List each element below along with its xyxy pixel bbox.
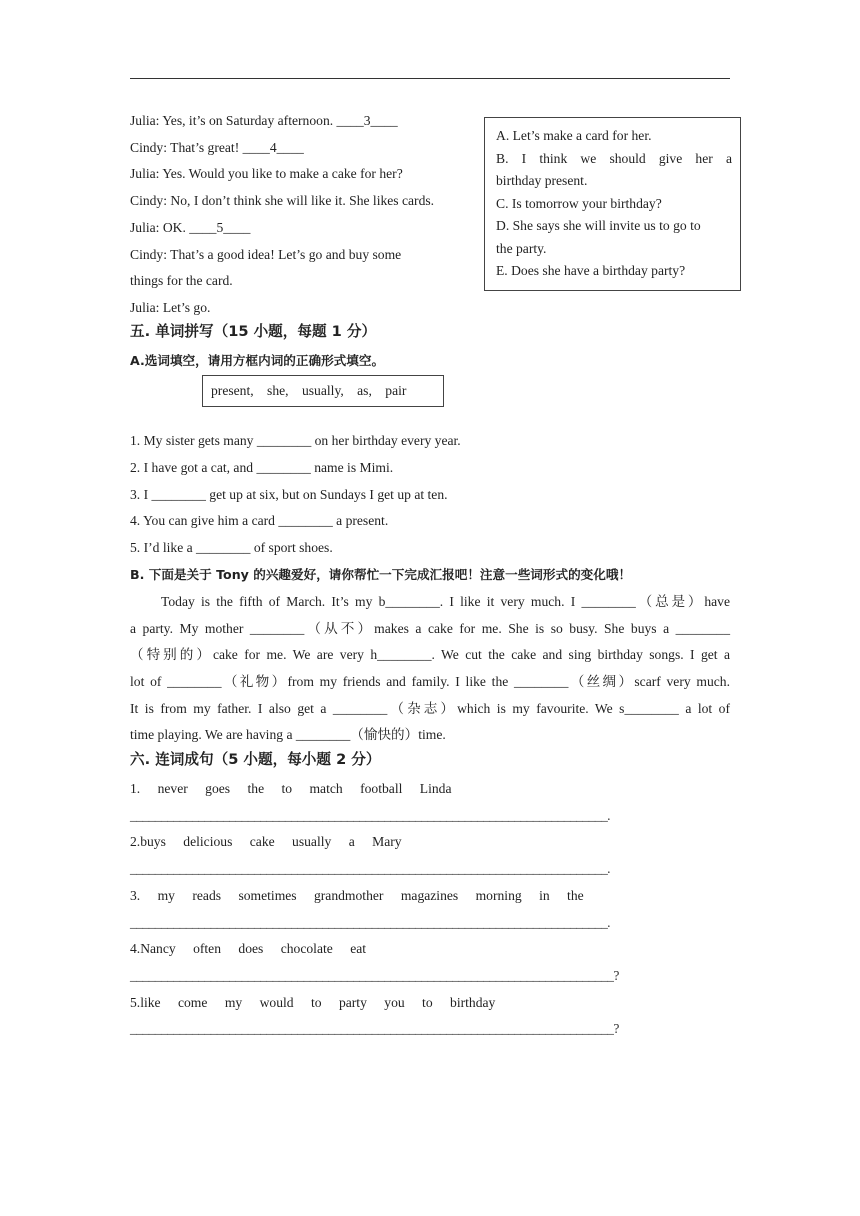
partB-line: It is from my father. I also get a ________（杂志）which is my favourite. We s________ a lot of xyxy=(130,701,730,716)
option-d: D. She says she will invite us to go to xyxy=(496,218,701,233)
dialogue-line: Julia: Yes, it’s on Saturday afternoon. ____3____ xyxy=(130,113,398,128)
answer-line[interactable]: _____________________________________________________________________________. xyxy=(130,808,610,823)
option-d-cont: the party. xyxy=(496,241,547,256)
dialogue-line: Julia: Let’s go. xyxy=(130,300,211,315)
answer-line[interactable]: ______________________________________________________________________________? xyxy=(130,968,619,983)
scrambled-words: 2.buys delicious cake usually a Mary xyxy=(130,834,402,849)
dialogue-line: Julia: Yes. Would you like to make a cake for her? xyxy=(130,166,403,181)
word-box: present, she, usually, as, pair xyxy=(202,375,444,407)
answer-line[interactable]: _____________________________________________________________________________. xyxy=(130,861,610,876)
options-box xyxy=(484,117,741,291)
dialogue-line: Cindy: That’s a good idea! Let’s go and buy some xyxy=(130,247,402,262)
scrambled-words: 1. never goes the to match football Linda xyxy=(130,781,452,796)
partB-line: lot of ________（礼物）from my friends and family. I like the ________（丝绸）scarf very much. xyxy=(130,674,730,689)
answer-line[interactable]: _____________________________________________________________________________. xyxy=(130,915,610,930)
dialogue-line: Cindy: That’s great! ____4____ xyxy=(130,140,304,155)
scrambled-words: 3. my reads sometimes grandmother magazines morning in the xyxy=(130,888,584,903)
option-a: A. Let’s make a card for her. xyxy=(496,128,652,143)
header-rule xyxy=(130,78,730,79)
partB-line: （特别的）cake for me. We are very h________. We cut the cake and sing birthday songs. I get a xyxy=(130,647,730,662)
dialogue-line: Julia: OK. ____5____ xyxy=(130,220,251,235)
partA-item: 5. I’d like a ________ of sport shoes. xyxy=(130,540,333,555)
section5-partA-title: A.选词填空，请用方框内词的正确形式填空。 xyxy=(130,353,385,368)
partB-line: time playing. We are having a ________（愉快的）time. xyxy=(130,727,446,742)
section5-partB-title: B. 下面是关于 Tony 的兴趣爱好，请你帮忙一下完成汇报吧！注意一些词形式的变化哦！ xyxy=(130,567,632,582)
dialogue-line: things for the card. xyxy=(130,273,233,288)
partA-item: 1. My sister gets many ________ on her birthday every year. xyxy=(130,433,461,448)
option-b-cont: birthday present. xyxy=(496,173,588,188)
answer-line[interactable]: ______________________________________________________________________________? xyxy=(130,1021,619,1036)
option-b: B. I think we should give her a xyxy=(496,151,732,166)
scrambled-words: 4.Nancy often does chocolate eat xyxy=(130,941,367,956)
option-e: E. Does she have a birthday party? xyxy=(496,263,686,278)
partB-line: a party. My mother ________（从不）makes a cake for me. She is so busy. She buys a ________ xyxy=(130,621,730,636)
partA-item: 4. You can give him a card ________ a present. xyxy=(130,513,389,528)
section6-title: 六. 连词成句（5 小题，每小题 2 分） xyxy=(130,751,381,768)
partA-item: 2. I have got a cat, and ________ name is Mimi. xyxy=(130,460,394,475)
dialogue-line: Cindy: No, I don’t think she will like it. She likes cards. xyxy=(130,193,435,208)
partA-item: 3. I ________ get up at six, but on Sundays I get up at ten. xyxy=(130,487,448,502)
scrambled-words: 5.like come my would to party you to birthday xyxy=(130,995,496,1010)
partB-line: Today is the fifth of March. It’s my b________. I like it very much. I ________（总是）have xyxy=(161,594,730,609)
option-c: C. Is tomorrow your birthday? xyxy=(496,196,662,211)
section5-title: 五. 单词拼写（15 小题，每题 1 分） xyxy=(130,323,377,340)
